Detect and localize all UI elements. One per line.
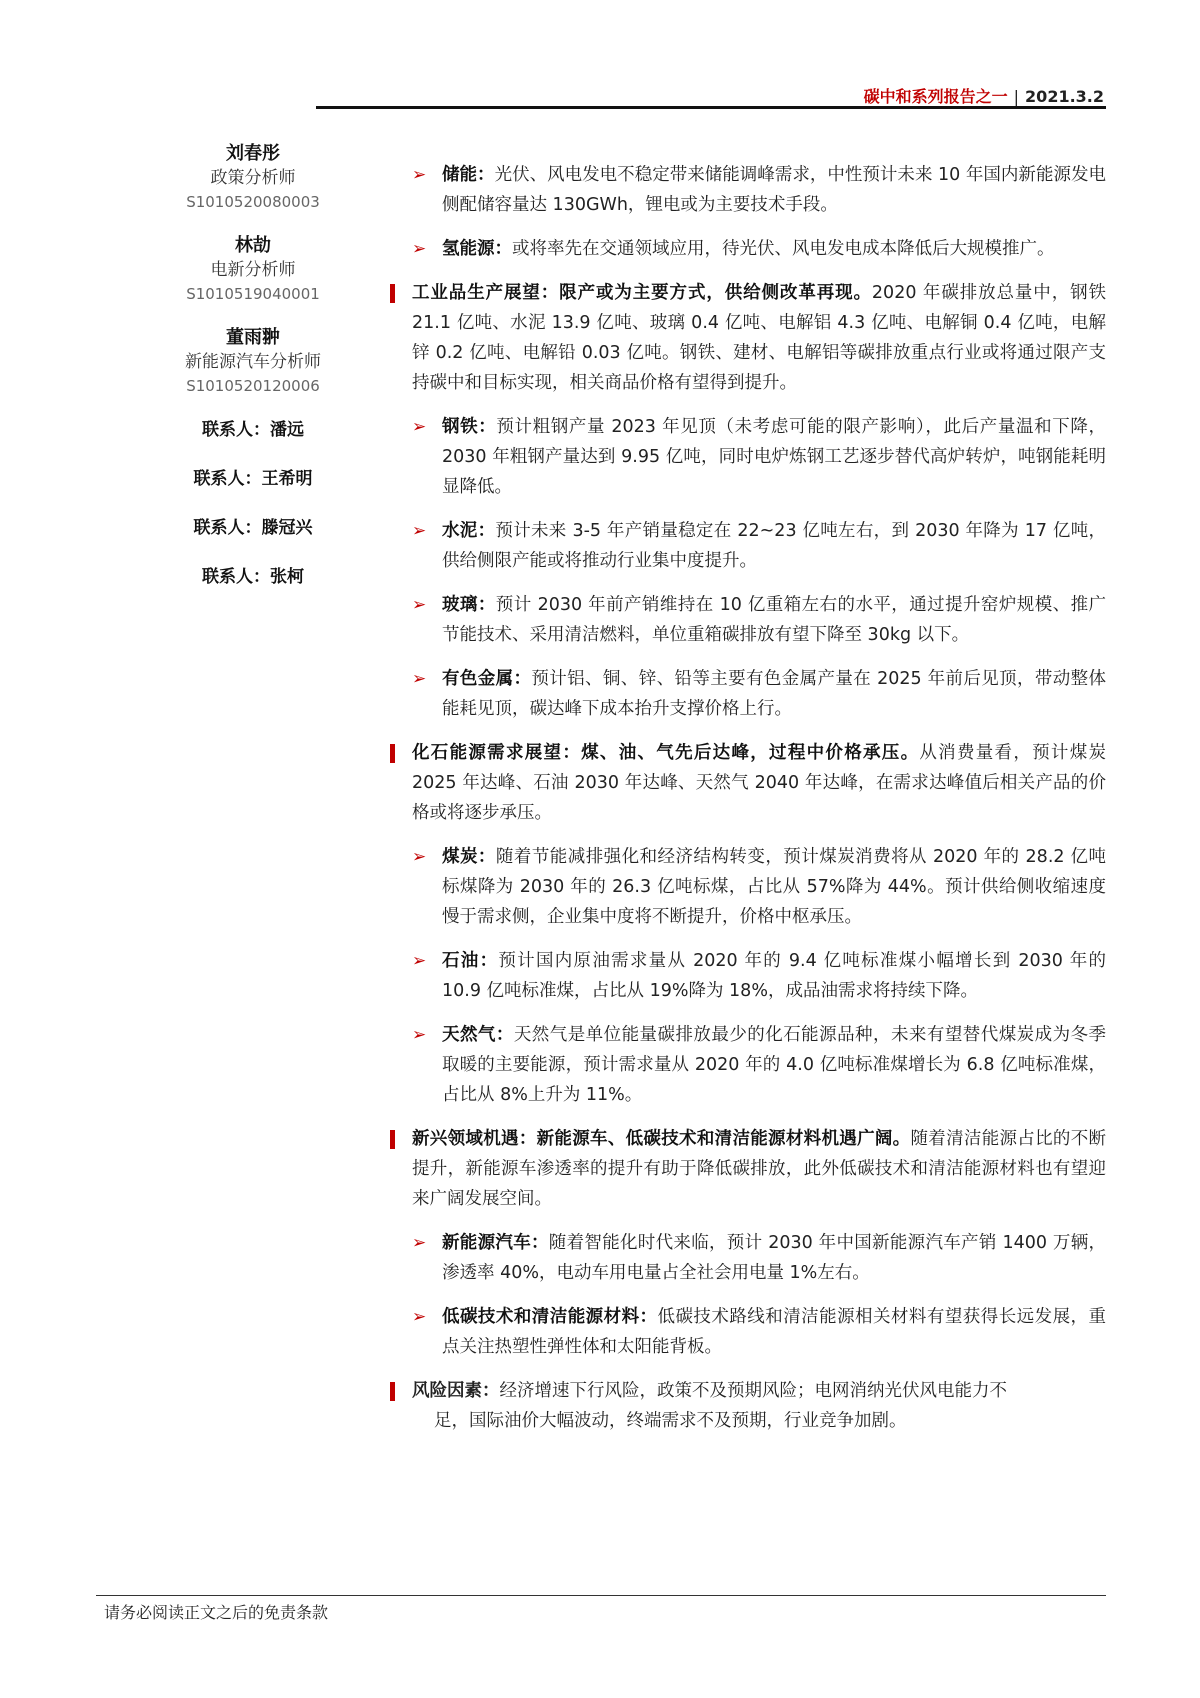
bullet-text: 天然气是单位能量碳排放最少的化石能源品种，未来有望替代煤炭成为冬季取暖的主要能源，预计需求量从 2020 年的 4.0 亿吨标准煤增长为 6.8 亿吨标准煤，占比从 8%上升为 11%。	[442, 1025, 1107, 1105]
analyst-card	[148, 326, 358, 398]
bullet-label: 天然气：	[442, 1025, 514, 1045]
arrow-bullet-icon: ➢	[412, 951, 427, 971]
bullet-text: 预计未来 3-5 年产销量稳定在 22~23 亿吨左右，到 2030 年降为 17 亿吨，供给侧限产能或将推动行业集中度提升。	[442, 521, 1106, 571]
report-date: 2021.3.2	[1025, 87, 1104, 106]
analyst-cert: S1010520120006	[186, 377, 320, 395]
arrow-bullet-icon: ➢	[412, 165, 427, 185]
arrow-bullet-icon: ➢	[412, 417, 427, 437]
analyst-name: 林劼	[235, 235, 271, 256]
section-marker	[390, 1130, 395, 1149]
analyst-title: 政策分析师	[210, 168, 296, 188]
bullet-label: 氢能源：	[442, 239, 512, 259]
report-series: 碳中和系列报告之一	[863, 87, 1008, 106]
analyst-title: 新能源汽车分析师	[185, 352, 321, 372]
bullet-text: 或将率先在交通领域应用，待光伏、风电发电成本降低后大规模推广。	[512, 239, 1055, 259]
bullet-label: 储能：	[442, 165, 495, 185]
section-fossil-outlook	[386, 738, 1106, 828]
section-emerging-opportunities	[386, 1124, 1106, 1214]
bullet-text: 光伏、风电发电不稳定带来储能调峰需求，中性预计未来 10 年国内新能源发电侧配储容量达 130GWh，锂电或为主要技术手段。	[442, 165, 1106, 215]
bullet-text: 随着智能化时代来临，预计 2030 年中国新能源汽车产销 1400 万辆，渗透率 40%，电动车用电量占全社会用电量 1%左右。	[442, 1233, 1106, 1283]
contact-person: 联系人：潘远	[202, 420, 304, 440]
bullet-oil	[386, 946, 1106, 1006]
analyst-cert: S1010519040001	[186, 285, 320, 303]
risk-line-1	[412, 1376, 1106, 1406]
contact-person: 联系人：滕冠兴	[193, 518, 313, 538]
bullet-low-carbon-materials	[386, 1302, 1106, 1362]
bullet-energy-storage	[386, 160, 1106, 220]
bullet-label: 石油：	[442, 951, 499, 971]
bullet-nonferrous	[386, 664, 1106, 724]
bullet-label: 水泥：	[442, 521, 496, 541]
analyst-sidebar	[148, 142, 358, 614]
bullet-steel	[386, 412, 1106, 502]
contact-person: 联系人：王希明	[193, 469, 313, 489]
bullet-label: 低碳技术和清洁能源材料：	[442, 1307, 658, 1327]
bullet-label: 煤炭：	[442, 847, 496, 867]
bullet-hydrogen	[386, 234, 1106, 264]
bullet-text: 预计铝、铜、锌、铅等主要有色金属产量在 2025 年前后见顶，带动整体能耗见顶，碳达峰下成本抬升支撑价格上行。	[442, 669, 1106, 719]
bullet-text: 预计国内原油需求量从 2020 年的 9.4 亿吨标准煤小幅增长到 2030 年的 10.9 亿吨标准煤，占比从 19%降为 18%，成品油需求将持续下降。	[442, 951, 1107, 1001]
analyst-title: 电新分析师	[210, 260, 296, 280]
arrow-bullet-icon: ➢	[412, 239, 427, 259]
bullet-label: 新能源汽车：	[442, 1233, 549, 1253]
header-separator: |	[1013, 87, 1020, 106]
arrow-bullet-icon: ➢	[412, 1307, 427, 1327]
bullet-nev	[386, 1228, 1106, 1288]
arrow-bullet-icon: ➢	[412, 1233, 427, 1253]
footer-rule	[96, 1595, 1106, 1596]
bullet-glass	[386, 590, 1106, 650]
report-body	[386, 160, 1106, 1436]
analyst-cert: S1010520080003	[186, 193, 320, 211]
section-heading: 新兴领域机遇：新能源车、低碳技术和清洁能源材料机遇广阔。	[412, 1129, 911, 1149]
bullet-text: 低碳技术路线和清洁能源相关材料有望获得长远发展，重点关注热塑性弹性体和太阳能背板。	[442, 1307, 1106, 1357]
section-text: 随着清洁能源占比的不断提升，新能源车渗透率的提升有助于降低碳排放，此外低碳技术和清洁能源材料也有望迎来广阔发展空间。	[412, 1129, 1107, 1209]
header-rule	[316, 106, 1106, 109]
section-marker	[390, 284, 395, 303]
section-text: 2020 年碳排放总量中，钢铁 21.1 亿吨、水泥 13.9 亿吨、玻璃 0.4 亿吨、电解铝 4.3 亿吨、电解铜 0.4 亿吨，电解锌 0.2 亿吨、电解铅 0.03 亿吨。钢铁、建材、电解铝等碳排放重点行业或将通过限产支持碳中和目标实现，相关商品价格有望得到提升。	[412, 283, 1106, 393]
bullet-text: 随着节能减排强化和经济结构转变，预计煤炭消费将从 2020 年的 28.2 亿吨标煤降为 2030 年的 26.3 亿吨标煤，占比从 57%降为 44%。预计供给侧收缩速度慢于需求侧，企业集中度将不断提升，价格中枢承压。	[442, 847, 1107, 927]
bullet-cement	[386, 516, 1106, 576]
bullet-coal	[386, 842, 1106, 932]
arrow-bullet-icon: ➢	[412, 1025, 427, 1045]
analyst-name: 刘春彤	[226, 143, 280, 164]
analyst-card	[148, 142, 358, 214]
analyst-name: 董雨翀	[226, 327, 280, 348]
bullet-label: 玻璃：	[442, 595, 496, 615]
bullet-label: 钢铁：	[442, 417, 497, 437]
contact-person: 联系人：张柯	[202, 567, 304, 587]
section-marker	[390, 744, 395, 763]
bullet-text: 预计粗钢产量 2023 年见顶（未考虑可能的限产影响），此后产量温和下降，2030 年粗钢产量达到 9.95 亿吨，同时电炉炼钢工艺逐步替代高炉转炉，吨钢能耗明显降低。	[442, 417, 1107, 497]
arrow-bullet-icon: ➢	[412, 521, 427, 541]
arrow-bullet-icon: ➢	[412, 595, 427, 615]
risk-line-2: 足，国际油价大幅波动，终端需求不及预期，行业竞争加剧。	[434, 1411, 907, 1431]
section-industrial-outlook	[386, 278, 1106, 398]
section-marker	[390, 1382, 395, 1401]
arrow-bullet-icon: ➢	[412, 847, 427, 867]
section-risk-factors	[386, 1376, 1106, 1436]
bullet-natural-gas	[386, 1020, 1106, 1110]
footer-disclaimer: 请务必阅读正文之后的免责条款	[104, 1603, 329, 1622]
report-header	[864, 84, 1104, 107]
bullet-text: 预计 2030 年前产销维持在 10 亿重箱左右的水平，通过提升窑炉规模、推广节能技术、采用清洁燃料，单位重箱碳排放有望下降至 30kg 以下。	[442, 595, 1106, 645]
analyst-card	[148, 234, 358, 306]
section-heading: 工业品生产展望：限产或为主要方式，供给侧改革再现。	[412, 283, 872, 303]
section-heading: 风险因素：	[412, 1381, 500, 1401]
section-text: 从消费量看，预计煤炭 2025 年达峰、石油 2030 年达峰、天然气 2040 年达峰，在需求达峰值后相关产品的价格或将逐步承压。	[412, 743, 1106, 823]
section-heading: 化石能源需求展望：煤、油、气先后达峰，过程中价格承压。	[412, 743, 920, 763]
arrow-bullet-icon: ➢	[412, 669, 427, 689]
bullet-label: 有色金属：	[442, 669, 532, 689]
risk-text: 经济增速下行风险，政策不及预期风险；电网消纳光伏风电能力不	[499, 1381, 1007, 1401]
